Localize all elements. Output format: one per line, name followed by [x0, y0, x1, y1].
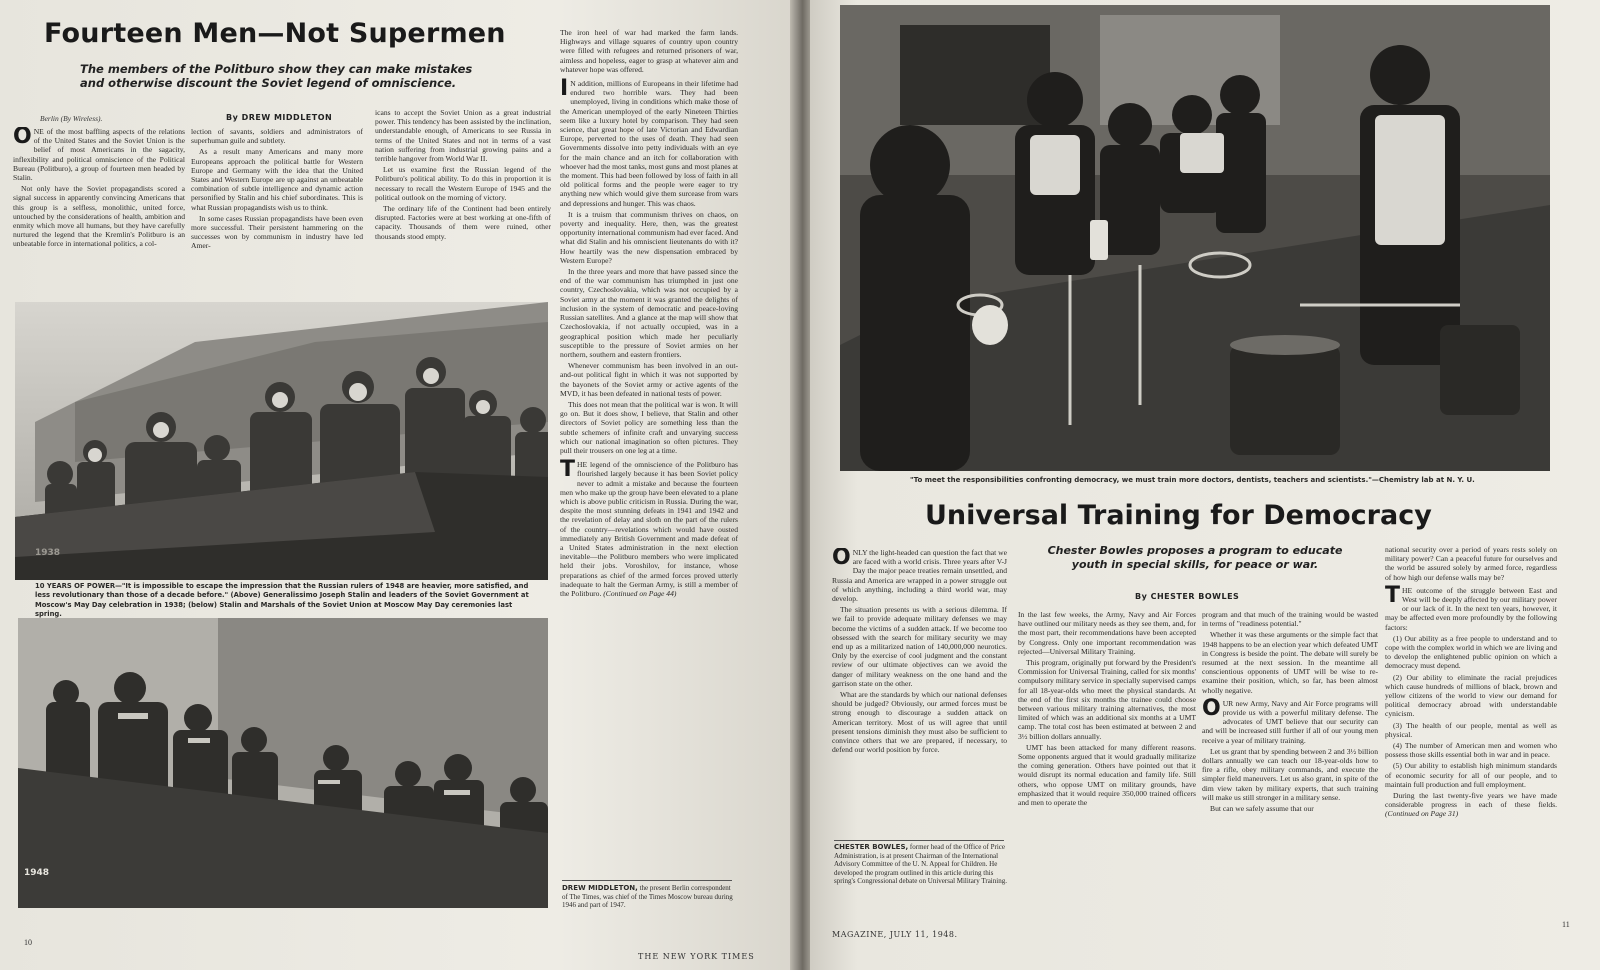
left-footer: THE NEW YORK TIMES [638, 952, 755, 961]
dropcap: I [560, 76, 569, 102]
lab-photo-illustration [840, 5, 1550, 471]
right-byline: By CHESTER BOWLES [1135, 592, 1240, 601]
right-col3-p2: Whether it was these arguments or the simple fact that 1948 happens to be an election year which defeated UMT in Congress is beside the point. The debate will surely be resumed at the next session. In the meantime all conscientious opponents of UMT will be wise to re-examine their position, which, so far, has been almost wholly negative. [1202, 630, 1378, 695]
right-col4-p7: (5) Our ability to establish high minimum standards of economic security for all of our people, and to maintain full production and full employment. [1385, 761, 1557, 789]
left-column-4 [560, 28, 738, 908]
right-column-2 [1018, 610, 1196, 920]
lab-caption-text: "To meet the responsibilities confronting democracy, we must train more doctors, dentists, teachers and scientists."—Chemistry lab at N. Y. U. [910, 476, 1475, 484]
left-col3-p3: The ordinary life of the Continent had been entirely disrupted. Factories were at best working at one-fifth of capacity. Thousands of them were ruined, other thousands stood empty. [375, 204, 551, 241]
right-col4-p6: (4) The number of American men and women who possess those skills essential both in war and in peace. [1385, 741, 1557, 760]
left-headline: Fourteen Men—Not Supermen [44, 18, 506, 49]
politburo-1938-photo [15, 302, 548, 580]
right-col4-p8 [1385, 791, 1557, 819]
left-continued: (Continued on Page 44) [603, 588, 677, 598]
right-col1-p1: NLY the light-headed can question the fact that we are faced with a world crisis. Three years after V-J Day the major peace treaties remain unsettled, and Russia and America are wrapped in a power struggle out of which anything, including a third world war, may develop. [832, 548, 1007, 604]
right-col4-p3: (1) Our ability as a free people to understand and to cope with the complex world in which we are living and to develop the enlightened public opinion on which a democracy must depend. [1385, 633, 1557, 671]
right-col4-para [1385, 582, 1557, 632]
left-col3-p1: icans to accept the Soviet Union as a great industrial power. This tendency has been assisted by the inclination, understandable enough, of Americans to see Russia in terms of the United States and not in terms of a vast nation suffering from industrial growing pains and a terrible hangover from World War II. [375, 108, 551, 164]
right-col1-p3: What are the standards by which our national defenses should be judged? Obviously, our armed forces must be strong enough to discourage a sudden attack on American territory. Most of us will agree that until present tensions diminish they must also be sufficient to convince others that we are prepared, if necessary, to defend our world position by force. [832, 690, 1007, 755]
left-col4-p3: It is a truism that communism thrives on chaos, on poverty and inequality. Here, then, was the greatest opportunity international communism had ever faced. And what did Stalin and his omniscient lieutenants do with it? How heartily was the new dispensation embraced by Western Europe? [560, 209, 738, 265]
dropcap: O [832, 548, 851, 570]
left-col4-p7: HE legend of the omniscience of the Politburo has flourished largely because it has been Soviet policy never to admit a mistake and because the fourteen men who make up the group have been elevated to a plane which is above public criticism in Russia. During the war, despite the most stunning defeats in 1941 and 1942 and the revelation of delay and sloth on the part of the rulers of the country—revelations which would have ousted immediately any British Government and made defeat of a United States administration in the next election inevitable—the Politburo members who were implicated held their jobs. Voroshilov, for instance, whose preparations as chief of the armed forces proved utterly inadequate to halt the German Army, is still a member of the Politburo. [560, 460, 738, 598]
right-col2-p3: UMT has been attacked for many different reasons. Some opponents argued that it would gradually militarize the coming generation. Others have pointed out that it would disrupt its normal education and family life. Still others, who oppose UMT on military grounds, have emphasized that it would require 350,000 trained officers and men to operate the [1018, 742, 1196, 808]
left-col2-p2: As a result many Americans and many more Europeans approach the political battle for Western Europe and Germany with the idea that the United States and Western Europe are up against an unbeatable combination of subtle intelligence and dynamic action personified by Stalin and his chief subordinates. This is what Russian propagandists wish us to think. [191, 147, 363, 212]
left-col1-para [13, 127, 185, 182]
left-dateline: Berlin (By Wireless). [40, 114, 103, 123]
left-col1-p1: NE of the most baffling aspects of the relations of the United States and the Soviet Union is the belief of most Americans in the sagacity, inflexibility and political omniscience of the Political Bureau (Politburo), a group of fourteen men headed by Stalin. [13, 127, 185, 183]
right-col3-p5: But can we safely assume that our [1210, 804, 1314, 814]
left-byline: By DREW MIDDLETON [226, 113, 333, 122]
left-col4-p6: This does not mean that the political war is won. It will go on. But it does show, I believe, that Stalin and other directors of Soviet policy are something less than the subtle schemers of infinite craft and unvarying success which our national imagination so often pictures. They pull their trousers on one leg at a time. [560, 399, 738, 455]
right-col1-p2: The situation presents us with a serious dilemma. If we fail to provide adequate military defenses we may become the victims of a sudden attack. If we become too obsessed with the search for military security we may end up as a militarized nation of 140,000,000 neurotics. Only by the exercise of cool judgment and the constant review of our ultimate objectives can we avoid the danger of military weakness on the one hand and the garrison state on the other. [832, 605, 1007, 688]
left-column-3 [375, 108, 551, 301]
left-col4-p5: Whenever communism has been involved in an out-and-out political fight in which it was not supported by the bayonets of the Soviet army or active agents of the MVD, it has been defeated in national tests of power. [560, 361, 738, 398]
dropcap: T [1385, 582, 1401, 608]
left-folio: 10 [24, 938, 32, 947]
dropcap: T [560, 457, 576, 483]
right-author-bio [834, 843, 1009, 886]
right-col4-p5: (3) The health of our people, mental as well as physical. [1385, 720, 1557, 739]
right-col2-p2: This program, originally put forward by the President's Commission for Universal Training, called for six months' compulsory military service in specially supervised camps for all 18-year-olds who meet the physical standards. At the end of the first six months the trainee could choose between various military training alternatives, the most limited of which was an additional six months at a UMT camp. The total cost has been estimated at between 2 and 3½ billion dollars annually. [1018, 658, 1196, 741]
right-col3-p1: program and that much of the training would be wasted in terms of "readiness potential." [1202, 610, 1378, 629]
photo-illustration-1938 [15, 302, 548, 580]
left-col3-p2: Let us examine first the Russian legend of the Politburo's political ability. To do this in proportion it is necessary to recall the Western Europe of 1945 and the political outlook on the morning of victory. [375, 165, 551, 202]
right-col3-p4: Let us grant that by spending between 2 and 3½ billion dollars annually we can teach our 18-year-olds how to fire a rifle, obey military commands, and execute the simpler field maneuvers. Let us also grant, in spite of the dim view taken by military experts, that such training will make us still stronger in a military sense. [1202, 746, 1378, 802]
caption-text: 10 YEARS OF POWER—"It is impossible to escape the impression that the Russian rulers of 1948 are heavier, more satisfied, and less revolutionary than those of a decade before." (Above) Generalissimo Joseph Stalin and leaders of the Soviet Government at Moscow's May Day celebration in 1938; (below) Stalin and Marshals of the Soviet Union at Moscow May Day ceremonies last spring. [35, 582, 529, 619]
photo-illustration-1948 [18, 618, 548, 908]
right-col3-para [1202, 695, 1378, 745]
left-column-1 [13, 127, 185, 301]
right-col4-p8-text: During the last twenty-five years we have made considerable progress in each of these fields. [1385, 791, 1557, 810]
left-col2-p1: lection of savants, soldiers and administrators of superhuman guile and subtlety. [191, 127, 363, 146]
photo-year-1938: 1938 [35, 548, 61, 558]
left-author-bio [562, 884, 737, 910]
right-col2-p1: In the last few weeks, the Army, Navy and Air Forces have outlined our military needs as they see them, and, for the most part, their recommendations have been accepted by Congress. Only one important recommendation was rejected—Universal Military Training. [1018, 610, 1196, 656]
right-deck: Chester Bowles proposes a program to educate youth in special skills, for peace or war. [1047, 544, 1343, 571]
right-folio: 11 [1562, 920, 1570, 929]
right-col4-p1: national security over a period of years rests solely on military power? Can a peaceful future for ourselves and the world be assured solely by armed force, regardless of how high our defense walls may be? [1385, 545, 1557, 582]
left-col4-p1: The iron heel of war had marked the farm lands. Highways and village squares of country upon country were filled with refugees and returned prisoners of war, aimless and hopeless, eager to grasp at whatever aim and whatever hope was offered. [560, 28, 738, 74]
bio-text: former head of the Office of Price Administration, is at present Chairman of the International Advisory Committee of the U. N. Appeal for Children. He developed the program outlined in this article during this spring's Congressional debate on Universal Military Training. [834, 843, 1007, 886]
left-photo-caption [35, 582, 530, 620]
marshals-1948-photo [18, 618, 548, 908]
right-column-1 [832, 548, 1007, 836]
right-col4-p2: HE outcome of the struggle between East and West will be deeply affected by our military power or our lack of it. In the next ten years, however, it may be affected even more profoundly by the following factors: [1385, 585, 1557, 632]
right-headline: Universal Training for Democracy [925, 500, 1432, 531]
left-col4-p2: N addition, millions of Europeans in their lifetime had endured two horrible wars. They had been unemployed, living in conditions which make those of the American unemployed of the early Nineteen Thirties seem like a luxury hotel by comparison. They had seen science, that great hope of late Victorian and Edwardian Europe, perverted to the uses of death. They had seen Governments dissolve into petty individuals with an eye for the main chance and an itch for collaboration with whoever had the most tanks, most guns and most planes at the moment. This had been followed by loss of faith in all old political forms and the people were eager to try anything new which would give them surcease from wars and depressions and hunger. This was chaos. [560, 79, 738, 208]
right-col3-p3: UR new Army, Navy and Air Force programs will provide us with a powerful military defense. The advocates of UMT believe that our security can and will be increased still further if all of our young men receive a year of military training. [1202, 698, 1378, 745]
right-page [810, 0, 1600, 970]
dropcap: O [13, 127, 32, 149]
left-page [0, 0, 795, 970]
bio-text: the present Berlin correspondent of The Times, was chief of the Times Moscow bureau during 1946 and part of 1947. [562, 884, 733, 910]
right-column-3 [1202, 610, 1378, 920]
left-col4-p4: In the three years and more that have passed since the end of the war communism has triumphed in just one country, Czechoslovakia, which was not occupied by a Soviet army at the moment it was granted the delights of inclusion in the system of democratic and peace-loving Russian satellites. And a glance at the map will show that Czechoslovakia, if not actually occupied, was in a geographical position which made her peculiarly susceptible to the pressure of Soviet armies on her northern, southern and eastern frontiers. [560, 267, 738, 359]
bio-rule [834, 840, 1004, 841]
left-col2-p3: In some cases Russian propagandists have been even more successful. Their persistent hammering on the successes won by communism in industry have led Amer- [191, 213, 363, 251]
right-col1-para [832, 548, 1007, 603]
left-col1-p2: Not only have the Soviet propagandists scored a signal success in apparently convincing Americans that this group is a selfless, monolithic, united force, untouched by the considerations of health, ambition and enmity which move all humans, but they have carefully nurtured the legend that the Kremlin's Politburo is an unbeatable force in international politics, a col- [13, 184, 185, 249]
left-column-2 [191, 127, 363, 301]
dropcap: O [1202, 695, 1221, 721]
photo-year-1948: 1948 [24, 868, 50, 878]
left-col4-para [560, 457, 738, 598]
bio-name: DREW MIDDLETON, [562, 884, 638, 892]
chemistry-lab-photo [840, 5, 1550, 471]
bio-name: CHESTER BOWLES, [834, 843, 909, 851]
right-col4-p4: (2) Our ability to eliminate the racial prejudices which cause hundreds of millions of black, brown and yellow citizens of the world to view our demand for political democracy abroad with understandable cynicism. [1385, 672, 1557, 719]
bio-rule [562, 880, 732, 881]
lab-photo-caption [910, 476, 1540, 484]
right-column-4 [1385, 545, 1557, 920]
left-col4-para [560, 76, 738, 208]
right-footer: MAGAZINE, JULY 11, 1948. [832, 930, 958, 939]
left-deck: The members of the Politburo show they can make mistakes and otherwise discount the Soviet legend of omniscience. [80, 62, 473, 91]
right-continued: (Continued on Page 31) [1385, 809, 1459, 819]
